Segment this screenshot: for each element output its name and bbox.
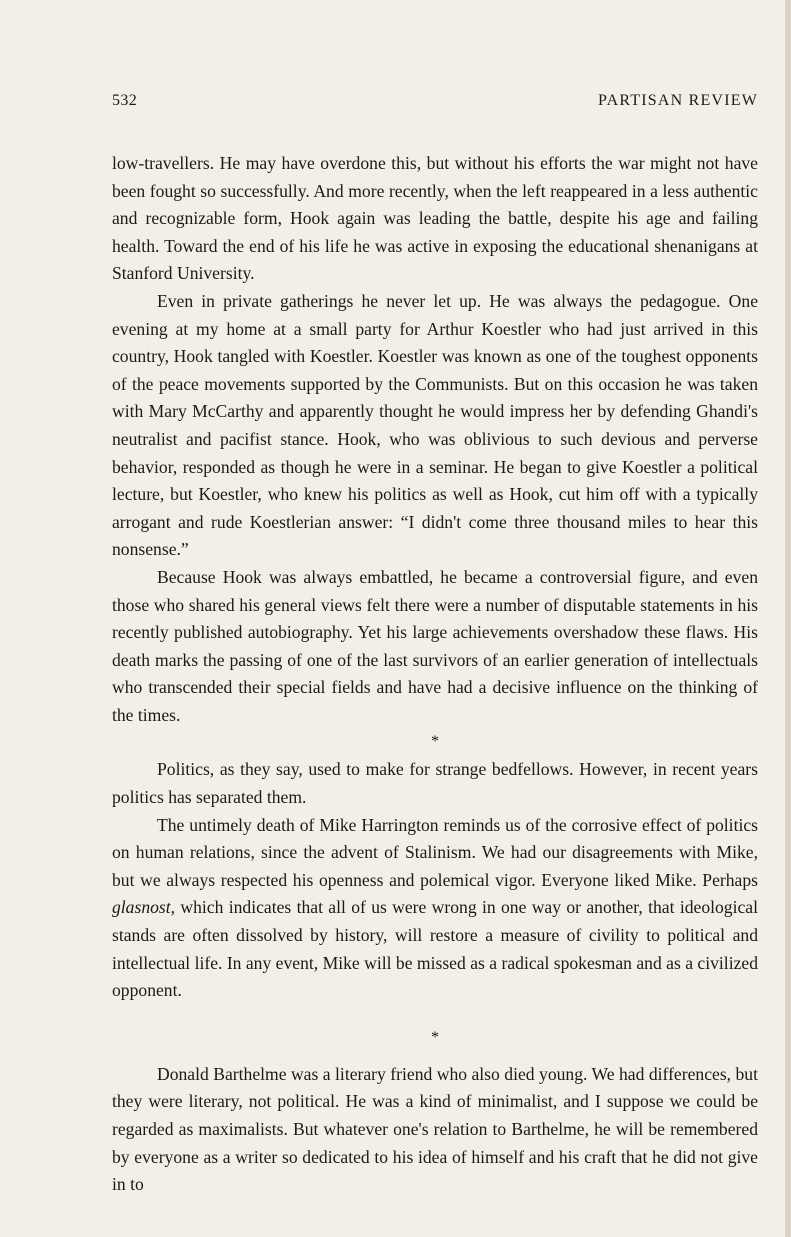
paragraph-harrington (112, 812, 758, 1005)
section-separator-2: * (431, 1028, 439, 1046)
harrington-text-b: which indicates that all of us were wrong in one way or another, that ideological stands are often dissolved by history, will restore a measure of civility to political and intellectual life. In any event, Mike will be missed as a radical spokesman and as a civilized opponent. (112, 897, 758, 1001)
section-separator: * (431, 733, 439, 751)
paragraph-barthelme: Donald Barthelme was a literary friend who also died young. We had differences, but they were literary, not political. He was a kind of minimalist, and I suppose we could be regarded as maximalists. But whatever one's relation to Barthelme, he will be remembered by everyone as a writer so dedicated to his idea of himself and his craft that he did not give in to (112, 1063, 758, 1195)
body-text (112, 150, 758, 1199)
paragraph-hook-controversy: Because Hook was always embattled, he became a controversial figure, and even those who shared his general views felt there were a number of disputable statements in his recently published autobiography. Yet his large achievements overshadow these flaws. His death marks the passing of one of the last survivors of an earlier generation of intellectuals who transcended their special fields and have had a decisive influence on the thinking of the times. (112, 566, 758, 725)
paragraph-continued: low-travellers. He may have overdone this, but without his efforts the war might not have been fought so successfully. And more recently, when the left reappeared in a less authentic and recognizable form, Hook again was leading the battle, despite his age and failing health. Toward the end of his life he was active in exposing the educational shenanigans at Stanford University. (112, 153, 758, 284)
paragraph-koestler: Even in private gatherings he never let up. He was always the pedagogue. One evening at my home at a small party for Arthur Koestler who had just arrived in this country, Hook tangled with Koestler. Koestler was known as one of the toughest opponents of the peace movements supported by the Communists. But on this occasion he was taken with Mary McCarthy and apparently thought he would impress her by defending Ghandi's neutralist and pacifist stance. Hook, who was oblivious to such devious and perverse behavior, responded as though he were in a seminar. He began to give Koestler a political lecture, but Koestler, who knew his politics as well as Hook, cut him off with a typically arrogant and rude Koestlerian answer: “I didn't come three thousand miles to hear this nonsense.” (112, 290, 758, 560)
page-number: 532 (112, 92, 138, 109)
glasnost-italic: glasnost, (112, 897, 176, 918)
journal-title: PARTISAN REVIEW (597, 92, 758, 109)
paragraph-politics: Politics, as they say, used to make for strange bedfellows. However, in recent years politics has separated them. (112, 759, 758, 808)
harrington-text-a: The untimely death of Mike Harrington reminds us of the corrosive effect of politics on human relations, since the advent of Stalinism. We had our disagreements with Mike, but we always respected his openness and polemical vigor. Everyone liked Mike. Perhaps (112, 814, 758, 890)
running-header (112, 92, 758, 118)
page-edge-shadow (785, 0, 791, 1237)
